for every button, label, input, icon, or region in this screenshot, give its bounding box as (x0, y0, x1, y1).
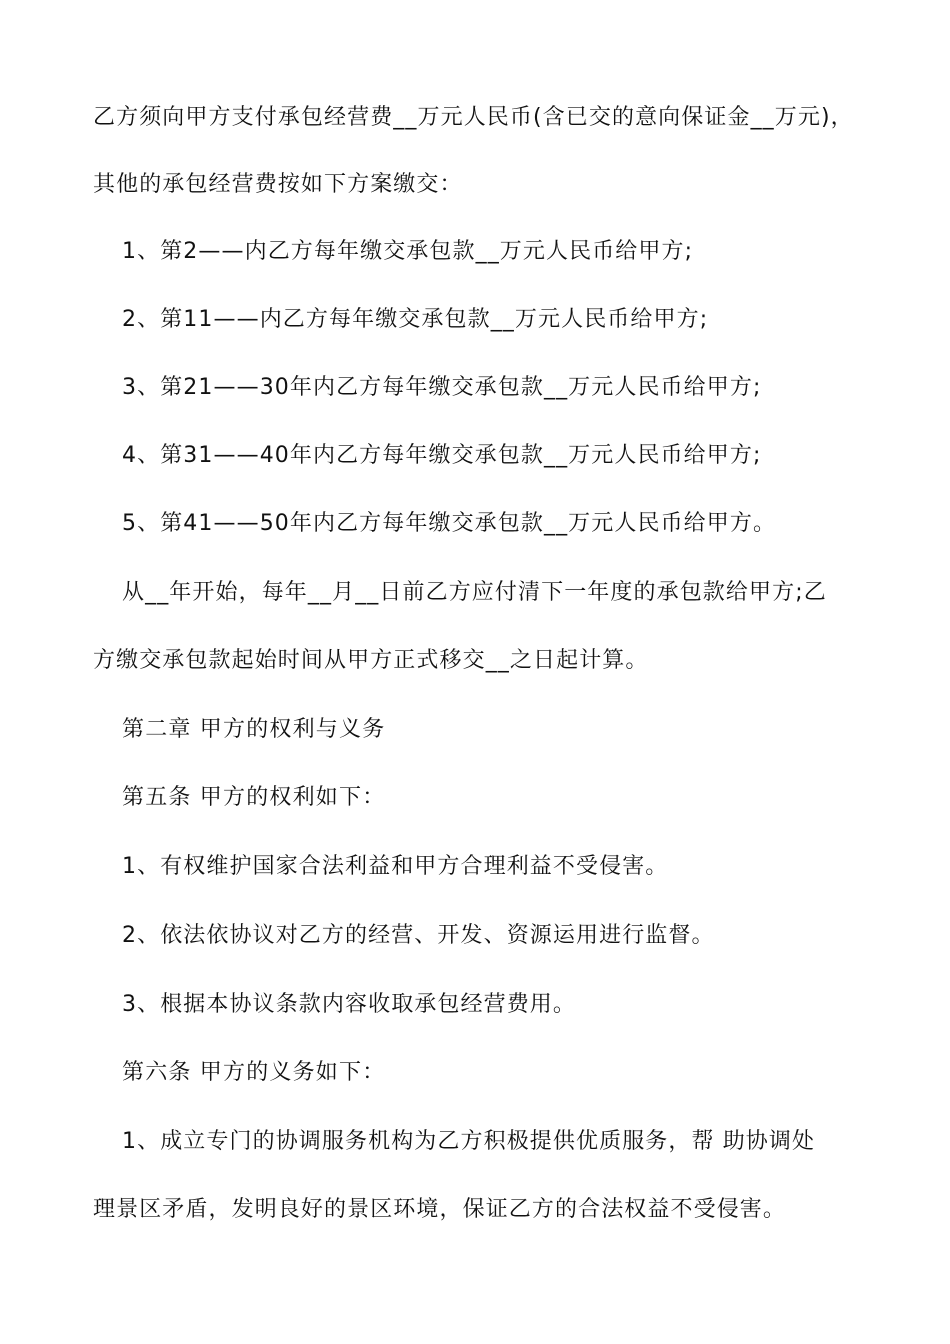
payment-item-5: 5、第41——50年内乙方每年缴交承包款__万元人民币给甲方。 (122, 511, 777, 536)
paragraph-payment-line-1: 乙方须向甲方支付承包经营费__万元人民币(含已交的意向保证金__万元)， (93, 105, 854, 130)
payment-schedule-line-1: 从__年开始，每年__月__日前乙方应付清下一年度的承包款给甲方;乙 (122, 580, 827, 605)
chapter-heading: 第二章 甲方的权利与义务 (122, 717, 386, 742)
payment-schedule-line-2: 方缴交承包款起始时间从甲方正式移交__之日起计算。 (93, 648, 649, 673)
payment-item-4: 4、第31——40年内乙方每年缴交承包款__万元人民币给甲方; (122, 443, 762, 468)
payment-item-1: 1、第2——内乙方每年缴交承包款__万元人民币给甲方; (122, 239, 694, 264)
right-item-3: 3、根据本协议条款内容收取承包经营费用。 (122, 992, 576, 1017)
duty-item-1-line-2: 理景区矛盾，发明良好的景区环境，保证乙方的合法权益不受侵害。 (93, 1197, 787, 1222)
duty-item-1-line-1: 1、成立专门的协调服务机构为乙方积极提供优质服务，帮 助协调处 (122, 1129, 816, 1154)
payment-item-3: 3、第21——30年内乙方每年缴交承包款__万元人民币给甲方; (122, 375, 762, 400)
right-item-1: 1、有权维护国家合法利益和甲方合理利益不受侵害。 (122, 854, 669, 879)
right-item-2: 2、依法依协议对乙方的经营、开发、资源运用进行监督。 (122, 923, 715, 948)
article-six-heading: 第六条 甲方的义务如下： (122, 1060, 386, 1085)
payment-item-2: 2、第11——内乙方每年缴交承包款__万元人民币给甲方; (122, 307, 709, 332)
article-five-heading: 第五条 甲方的权利如下： (122, 785, 386, 810)
paragraph-payment-line-2: 其他的承包经营费按如下方案缴交： (93, 172, 463, 197)
